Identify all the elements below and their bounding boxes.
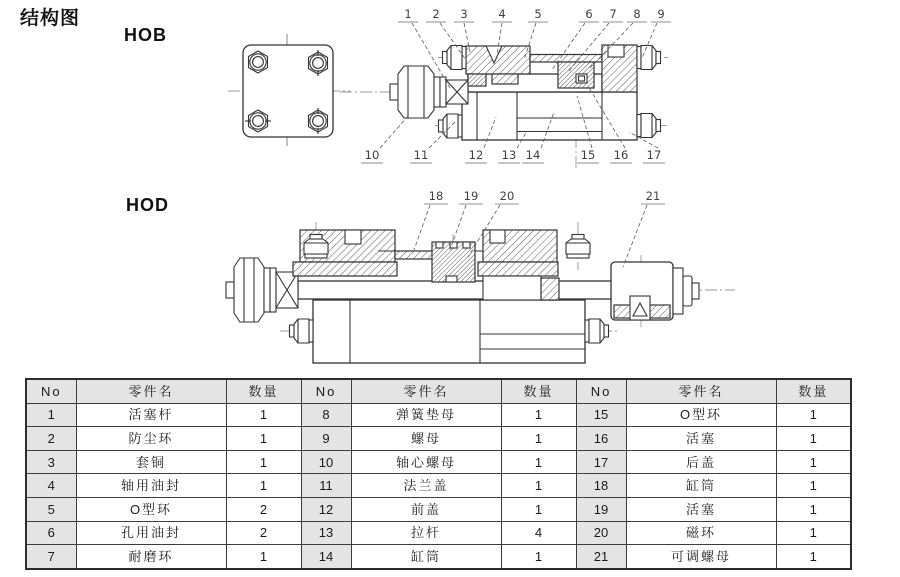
callout-label: 14 [525,148,541,162]
table-cell-name: 套铜 [76,450,226,474]
callout-label: 7 [609,7,617,21]
callout-label: 11 [413,148,429,162]
table-cell-no: 10 [301,450,351,474]
table-cell-qty: 1 [501,403,576,427]
table-cell-qty: 1 [226,403,301,427]
table-cell-no: 6 [26,521,76,545]
table-cell-name: 螺母 [351,427,501,451]
table-header-cell-name: 零件名 [76,379,226,403]
table-cell-qty: 1 [776,521,851,545]
table-cell-qty: 1 [776,474,851,498]
table-cell-qty: 2 [226,521,301,545]
table-cell-name: 前盖 [351,497,501,521]
table-cell-no: 2 [26,427,76,451]
callout-label: 9 [657,7,665,21]
callout-label: 21 [645,189,661,203]
callout-label: 4 [498,7,506,21]
hob-label: HOB [124,25,167,45]
table-cell-qty: 1 [776,427,851,451]
callout-label: 17 [646,148,662,162]
table-cell-qty: 1 [501,427,576,451]
table-cell-qty: 2 [226,497,301,521]
table-header-cell-name: 零件名 [626,379,776,403]
table-cell-qty: 1 [226,450,301,474]
callout-label: 16 [613,148,629,162]
parts-table-header-row [26,379,851,403]
table-header-cell-no: No [301,379,351,403]
callout-label: 18 [428,189,444,203]
table-cell-qty: 1 [776,450,851,474]
table-cell-qty: 1 [226,474,301,498]
table-header-cell-qty: 数量 [776,379,851,403]
table-cell-qty: 1 [776,497,851,521]
table-header-cell-qty: 数量 [226,379,301,403]
table-cell-name: O型环 [76,497,226,521]
table-cell-name: 活塞 [626,497,776,521]
table-header-cell-no: No [576,379,626,403]
table-cell-qty: 1 [226,545,301,569]
table-cell-name: 轴心螺母 [351,450,501,474]
table-cell-name: 弹簧垫母 [351,403,501,427]
table-cell-no: 1 [26,403,76,427]
table-cell-no: 13 [301,521,351,545]
table-cell-name: 可调螺母 [626,545,776,569]
table-cell-no: 8 [301,403,351,427]
table-cell-no: 4 [26,474,76,498]
table-cell-name: O型环 [626,403,776,427]
callout-label: 6 [585,7,593,21]
table-cell-qty: 4 [501,521,576,545]
table-row [26,450,851,474]
table-cell-no: 5 [26,497,76,521]
table-cell-name: 缸筒 [351,545,501,569]
table-cell-no: 14 [301,545,351,569]
table-cell-no: 3 [26,450,76,474]
callout-label: 10 [364,148,380,162]
table-cell-no: 11 [301,474,351,498]
table-row [26,474,851,498]
table-header-cell-no: No [26,379,76,403]
page-title: 结构图 [20,8,81,29]
table-cell-no: 12 [301,497,351,521]
table-cell-name: 缸筒 [626,474,776,498]
callout-label: 3 [460,7,468,21]
table-cell-qty: 1 [776,545,851,569]
hod-section-view [225,222,735,363]
callout-label: 8 [633,7,641,21]
table-cell-no: 17 [576,450,626,474]
table-cell-name: 活塞 [626,427,776,451]
table-cell-qty: 1 [501,450,576,474]
table-cell-no: 20 [576,521,626,545]
table-cell-name: 拉杆 [351,521,501,545]
table-cell-no: 21 [576,545,626,569]
callout-label: 13 [501,148,517,162]
table-cell-name: 孔用油封 [76,521,226,545]
table-header-cell-qty: 数量 [501,379,576,403]
table-cell-qty: 1 [501,474,576,498]
table-cell-name: 法兰盖 [351,474,501,498]
table-cell-no: 18 [576,474,626,498]
parts-table [25,378,852,570]
hob-flange-plate [228,34,350,149]
table-cell-name: 后盖 [626,450,776,474]
table-cell-no: 9 [301,427,351,451]
table-row [26,545,851,569]
hod-label: HOD [126,195,169,215]
table-row [26,497,851,521]
callout-label: 1 [404,7,412,21]
table-cell-qty: 1 [776,403,851,427]
table-cell-no: 15 [576,403,626,427]
table-row [26,521,851,545]
table-row [26,427,851,451]
table-row [26,403,851,427]
table-cell-name: 磁环 [626,521,776,545]
table-header-cell-name: 零件名 [351,379,501,403]
table-cell-name: 活塞杆 [76,403,226,427]
table-cell-no: 19 [576,497,626,521]
callout-label: 20 [499,189,515,203]
table-cell-name: 防尘环 [76,427,226,451]
table-cell-no: 7 [26,545,76,569]
table-cell-name: 轴用油封 [76,474,226,498]
table-cell-no: 16 [576,427,626,451]
table-cell-name: 耐磨环 [76,545,226,569]
callout-label: 12 [468,148,484,162]
callout-label: 2 [432,7,440,21]
table-cell-qty: 1 [501,497,576,521]
table-cell-qty: 1 [226,427,301,451]
table-cell-qty: 1 [501,545,576,569]
callout-label: 5 [534,7,542,21]
callout-label: 15 [580,148,596,162]
callout-label: 19 [463,189,479,203]
